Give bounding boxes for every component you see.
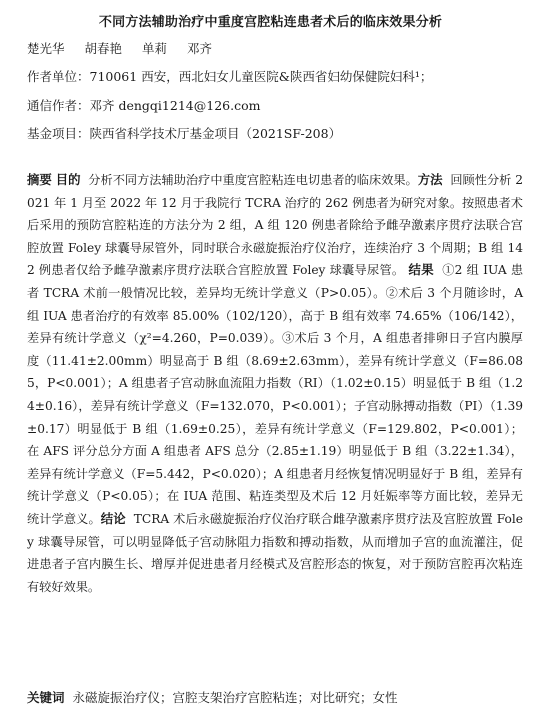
author-name: 单莉 xyxy=(142,41,168,56)
author-name: 楚光华 xyxy=(27,41,65,56)
conclusion-text: TCRA 术后永磁旋振治疗仪治疗联合雌孕激素序贯疗法及宫腔放置 Foley 球囊导尿管，可以明显降低子宫动脉阻力指数和搏动指数，从而增加子宫的血流灌注，促进患者子宫内膜生长、增厚并促进患者月经模式及宫腔形态的恢复，对于预防宫腔再次粘连有较好效果。 xyxy=(27,511,524,594)
funding: 基金项目：陕西省科学技术厅基金项目（2021SF-208） xyxy=(27,126,342,141)
methods-label: 方法 xyxy=(417,172,443,187)
affiliation: 作者单位：710061 西安，西北妇女儿童医院&陕西省妇幼保健院妇科¹； xyxy=(27,69,433,84)
author-name: 胡春艳 xyxy=(84,41,123,56)
objective-text: 分析不同方法辅助治疗中重度宫腔粘连电切患者的临床效果。 xyxy=(88,173,418,187)
results-label: 结果 xyxy=(408,262,434,278)
keywords xyxy=(27,689,523,707)
keywords-label: 关键词 xyxy=(27,690,65,705)
keywords-text: 永磁旋振治疗仪；宫腔支架治疗宫腔粘连；对比研究；女性 xyxy=(72,690,398,705)
results-text: ①2 组 IUA 患者 TCRA 术前一般情况比较，差异均无统计学意义（P>0.05）。②术后 3 个月随诊时，A 组 IUA 患者治疗的有效率 85.00%（102/120），高于 B 组有效率 74.65%（106/142），差异有统计学意义（χ²=4.260，P=0.039）。③术后 3 个月，A 组患者排卵日子宫内膜厚度（11.41±2.00mm）明显高于 B 组（8.69±2.63mm），差异有统计学意义（F=86.085，P<0.001）；A 组患者子宫动脉血流阻力指数（RI）（1.02±0.15）明显低于 B 组（1.24±0.16），差异有统计学意义（F=132.070，P<0.001）；子宫动脉搏动指数（PI）（1.39±0.17）明显低于 B 组（1.69±0.25），差异有统计学意义（F=129.802，P<0.001）；在 AFS 评分总分方面 A 组患者 AFS 总分（2.85±1.19）明显低于 B 组（3.22±1.34），差异有统计学意义（F=5.442，P<0.020）；A 组患者月经恢复情况明显好于 B 组，差异有统计学意义（P<0.05）；在 IUA 范围、粘连类型及术后 12 月妊娠率等方面比较，差异无统计学意义。 xyxy=(27,263,524,526)
methods-text: 回顾性分析 2021 年 1 月至 2022 年 12 月于我院行 TCRA 治疗的 262 例患者为研究对象。按照患者术后采用的预防宫腔粘连的方法分为 2 组，A 组 120 例患者除给予雌孕激素序贯疗法联合宫腔放置 Foley 球囊导尿管外，同时联合永磁旋振治疗仪治疗，连续治疗 3 个周期；B 组 142 例患者仅给予雌孕激素序贯疗法联合宫腔放置 Foley 球囊导尿管。 xyxy=(27,173,524,278)
objective-label: 目的 xyxy=(55,172,81,187)
abstract-label: 摘要 xyxy=(27,172,52,187)
paper-title: 不同方法辅助治疗中重度宫腔粘连患者术后的临床效果分析 xyxy=(98,15,443,30)
correspondence: 通信作者：邓齐 dengqi1214@126.com xyxy=(27,98,261,113)
abstract xyxy=(27,169,523,598)
author-name: 邓齐 xyxy=(187,41,213,56)
conclusion-label: 结论 xyxy=(100,510,126,526)
author-list xyxy=(27,41,523,57)
